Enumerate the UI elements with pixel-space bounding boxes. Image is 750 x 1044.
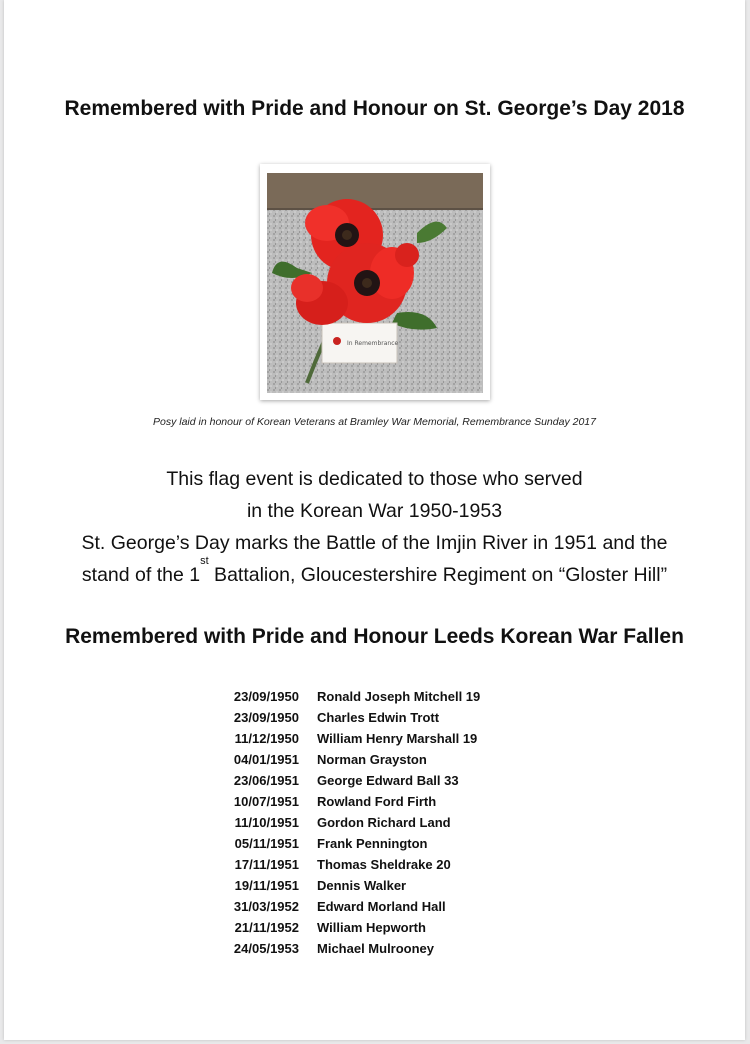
- list-item: [226, 920, 546, 941]
- list-item: [226, 689, 546, 710]
- poppy-posy-image: [267, 173, 483, 393]
- fallen-title: Remembered with Pride and Honour Leeds Korean War Fallen: [65, 625, 684, 648]
- fallen-list: [226, 689, 546, 962]
- fallen-date: 05/11/1951: [234, 836, 299, 851]
- fallen-name: Thomas Sheldrake 20: [317, 857, 451, 872]
- fallen-name: Edward Morland Hall: [317, 899, 446, 914]
- document-page: [4, 0, 745, 1040]
- dedication-text: [4, 463, 745, 591]
- list-item: [226, 710, 546, 731]
- list-item: [226, 773, 546, 794]
- fallen-date: 31/03/1952: [233, 899, 299, 914]
- fallen-date: 24/05/1953: [233, 941, 299, 956]
- fallen-name: Michael Mulrooney: [317, 941, 435, 956]
- dedication-line: [4, 555, 745, 591]
- card-text: In Remembrance: [347, 340, 399, 347]
- fallen-name: Gordon Richard Land: [317, 815, 451, 830]
- fallen-name: William Hepworth: [317, 920, 426, 935]
- list-item: [226, 878, 546, 899]
- list-item: [226, 941, 546, 962]
- fallen-date: 04/01/1951: [233, 752, 299, 767]
- fallen-date: 19/11/1951: [234, 878, 299, 893]
- fallen-date: 10/07/1951: [233, 794, 299, 809]
- fallen-date: 21/11/1952: [234, 920, 299, 935]
- page-title: Remembered with Pride and Honour on St. George’s Day 2018: [64, 97, 685, 120]
- fallen-name: George Edward Ball 33: [317, 773, 459, 788]
- list-item: [226, 836, 546, 857]
- fallen-name: Ronald Joseph Mitchell 19: [317, 689, 481, 704]
- fallen-date: 23/09/1950: [233, 710, 299, 725]
- fallen-date: 23/09/1950: [233, 689, 299, 704]
- dedication-line: St. George’s Day marks the Battle of the Imjin River in 1951 and the: [81, 532, 668, 554]
- fallen-name: Frank Pennington: [317, 836, 428, 851]
- list-item: [226, 752, 546, 773]
- fallen-date: 11/10/1951: [234, 815, 299, 830]
- list-item: [226, 899, 546, 920]
- photo-caption: Posy laid in honour of Korean Veterans at Bramley War Memorial, Remembrance Sunday 2017: [153, 416, 596, 428]
- fallen-name: Norman Grayston: [317, 752, 427, 767]
- fallen-name: Charles Edwin Trott: [317, 710, 440, 725]
- fallen-date: 23/06/1951: [233, 773, 299, 788]
- list-item: [226, 857, 546, 878]
- dedication-line: This flag event is dedicated to those who served: [166, 468, 583, 490]
- fallen-date: 17/11/1951: [234, 857, 299, 872]
- dedication-line: in the Korean War 1950-1953: [246, 500, 503, 522]
- fallen-date: 11/12/1950: [234, 731, 299, 746]
- dedication-text-part: stand of the 1: [81, 564, 201, 586]
- fallen-name: William Henry Marshall 19: [317, 731, 478, 746]
- fallen-name: Dennis Walker: [317, 878, 407, 893]
- poppy-photo: [260, 164, 490, 400]
- list-item: [226, 794, 546, 815]
- list-item: [226, 731, 546, 752]
- list-item: [226, 815, 546, 836]
- fallen-name: Rowland Ford Firth: [317, 794, 437, 809]
- dedication-text-part: Battalion, Gloucestershire Regiment on “Gloster Hill”: [208, 564, 668, 586]
- ordinal-suffix: st: [200, 555, 209, 567]
